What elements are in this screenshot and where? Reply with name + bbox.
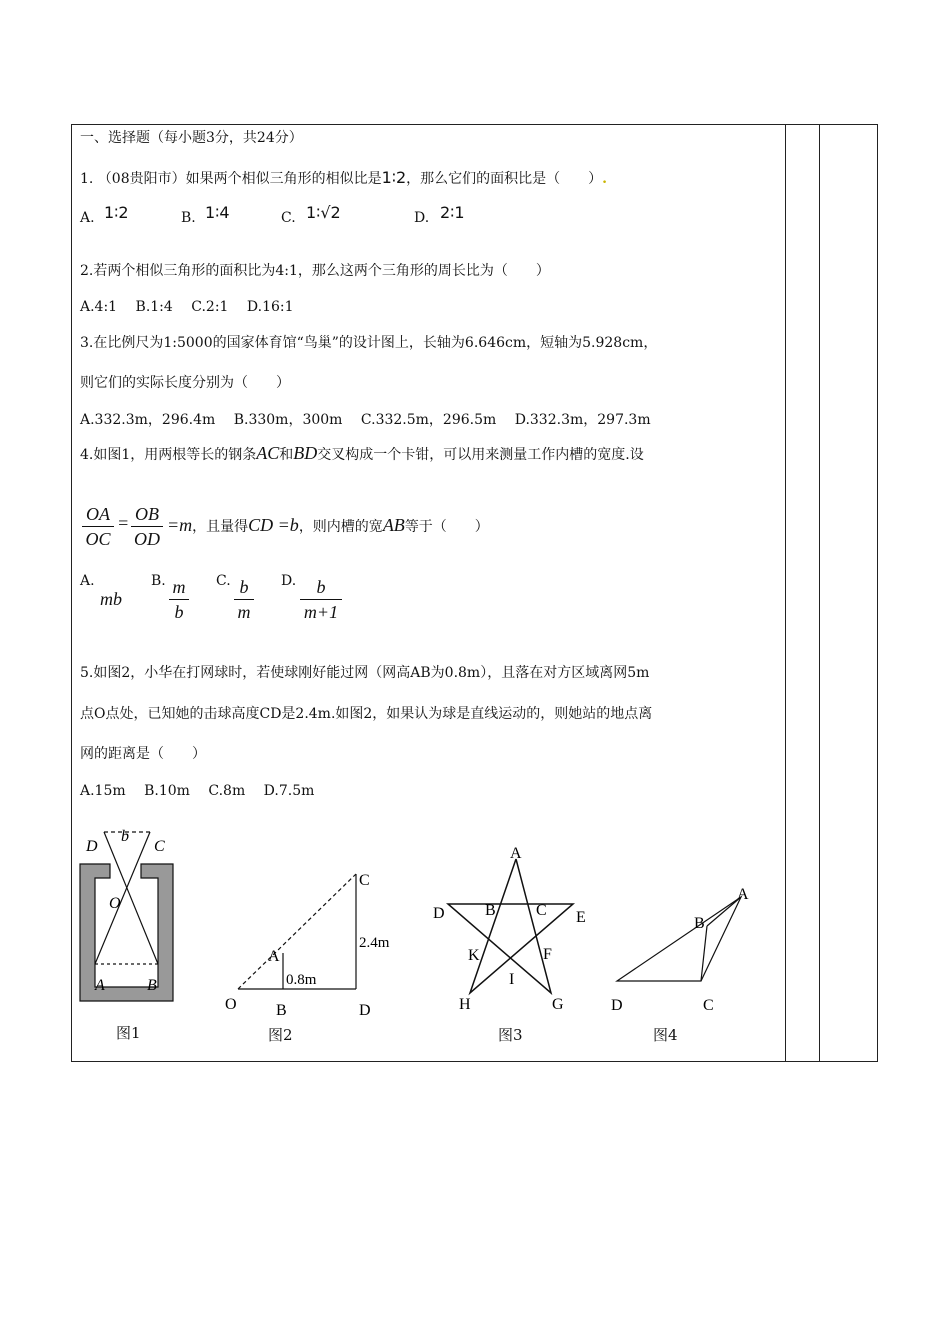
q1-text: 1. （08贵阳市）如果两个相似三角形的相似比是 [80, 171, 382, 187]
q4-text: 和 [279, 447, 294, 463]
fig4-label-d: D [611, 997, 623, 1014]
option-letter: A. [80, 210, 95, 226]
fig1-label-a: A [95, 977, 105, 994]
q4-option-c: C. [216, 573, 231, 589]
option-letter: D. [414, 210, 430, 226]
q4-option-a: A. [80, 573, 95, 589]
figure-2-caption: 图2 [268, 1026, 293, 1044]
fraction-denominator: b [174, 602, 184, 622]
q4-option-d: D. [281, 573, 297, 589]
fig3-label-a: A [510, 845, 522, 862]
fig3-label-d: D [433, 905, 445, 922]
q4-option-b: B. [151, 573, 166, 589]
fig4-label-c: C [703, 997, 714, 1014]
figure-1-caption: 图1 [116, 1024, 141, 1042]
fraction-numerator: OA [86, 504, 110, 524]
fig1-label-d: D [86, 838, 98, 855]
fig3-label-i: I [509, 971, 515, 988]
question-3-line1: 3.在比例尺为1:5000的国家体育馆“鸟巢”的设计图上，长轴为6.646cm，短轴为5.928cm， [80, 335, 658, 351]
fig2-label-a: A [268, 948, 280, 965]
option-letter: C. [281, 210, 296, 226]
q4-cd-b: CD =b [248, 515, 299, 535]
fig2-label-o: O [225, 996, 237, 1013]
q4-bd: BD [293, 443, 318, 463]
q4-text: 交叉构成一个卡钳，可以用来测量工作内槽的宽度.设 [317, 447, 644, 463]
fraction-numerator: OB [135, 504, 159, 524]
fig2-label-h1: 0.8m [286, 972, 317, 988]
q1-text-after: ，那么它们的面积比是（ ） [406, 171, 603, 187]
fig1-label-b: b [121, 828, 129, 845]
fraction-numerator: b [239, 577, 249, 597]
fraction-denominator: m [237, 602, 251, 622]
q4-option-a-expr: mb [100, 589, 122, 609]
question-5-line2: 点O点处，已知她的击球高度CD是2.4m.如图2，如果认为球是直线运动的，则她站的地点离 [80, 706, 653, 722]
q4-text: ，且量得 [192, 519, 249, 535]
question-5-line3: 网的距离是（ ） [80, 746, 206, 762]
fig1-label-c: C [154, 838, 165, 855]
q1-option-a-value: 1∶2 [104, 203, 129, 222]
fig2-label-c: C [359, 872, 370, 889]
segment-ab [707, 897, 741, 926]
fraction-numerator: m [172, 577, 186, 597]
q4-ac: AC [256, 443, 280, 463]
q1-option-c-value: 1∶√2 [306, 203, 341, 222]
q4-text: 等于（ ） [404, 519, 489, 535]
fig4-label-a: A [737, 886, 749, 903]
q4-equals: = [117, 513, 130, 533]
option-letter: B. [181, 210, 196, 226]
question-5-line1: 5.如图2，小华在打网球时，若使球刚好能过网（网高AB为0.8m），且落在对方区域离网5m [80, 665, 650, 681]
question-2: 2.若两个相似三角形的面积比为4:1，那么这两个三角形的周长比为（ ） [80, 263, 550, 279]
q5-options: A.15m B.10m C.8m D.7.5m [80, 783, 315, 799]
fig3-label-e: E [576, 909, 586, 926]
question-3-line2: 则它们的实际长度分别为（ ） [80, 375, 290, 391]
q4-text: 4.如图1，用两根等长的钢条 [80, 447, 257, 463]
q3-options: A.332.3m，296.4m B.330m，300m C.332.5m，296.5m D.332.3m，297.3m [80, 412, 651, 428]
q1-option-d-value: 2∶1 [440, 203, 465, 222]
q1-ratio: 1∶2 [381, 168, 407, 187]
fig1-label-o: O [109, 895, 121, 912]
q4-ab: AB [382, 515, 405, 535]
q1-dot: . [602, 171, 608, 187]
fraction-numerator: b [316, 577, 326, 597]
fig1-label-b2: B [147, 977, 157, 994]
fraction-denominator: OD [134, 529, 160, 549]
figure-4-caption: 图4 [653, 1026, 678, 1044]
fig3-label-b: B [485, 902, 496, 919]
q4-text: ，则内槽的宽 [298, 519, 383, 535]
triangle-adc [617, 897, 741, 981]
section-title: 一、选择题（每小题3分，共24分） [80, 130, 303, 146]
fig3-label-c: C [536, 902, 547, 919]
segment-bc [701, 926, 707, 981]
figure-3-caption: 图3 [498, 1026, 523, 1044]
figure-1-caliper [80, 832, 173, 1001]
fraction-denominator: m+1 [303, 602, 339, 622]
fig4-label-b: B [694, 915, 705, 932]
q2-options: A.4:1 B.1:4 C.2:1 D.16:1 [80, 299, 294, 315]
fig2-label-b: B [276, 1002, 287, 1019]
figure-4-triangles [617, 897, 741, 981]
workpiece-shape [80, 864, 173, 1001]
fraction-denominator: OC [85, 529, 111, 549]
fig3-label-f: F [543, 946, 552, 963]
fig3-label-h: H [459, 996, 471, 1013]
q4-eq-m: =m [167, 515, 193, 535]
fig2-label-h2: 2.4m [359, 935, 390, 951]
rod-ac [95, 832, 150, 964]
fig3-label-g: G [552, 996, 564, 1013]
q1-option-b-value: 1∶4 [205, 203, 230, 222]
fig2-label-d: D [359, 1002, 371, 1019]
fig3-label-k: K [468, 947, 480, 964]
